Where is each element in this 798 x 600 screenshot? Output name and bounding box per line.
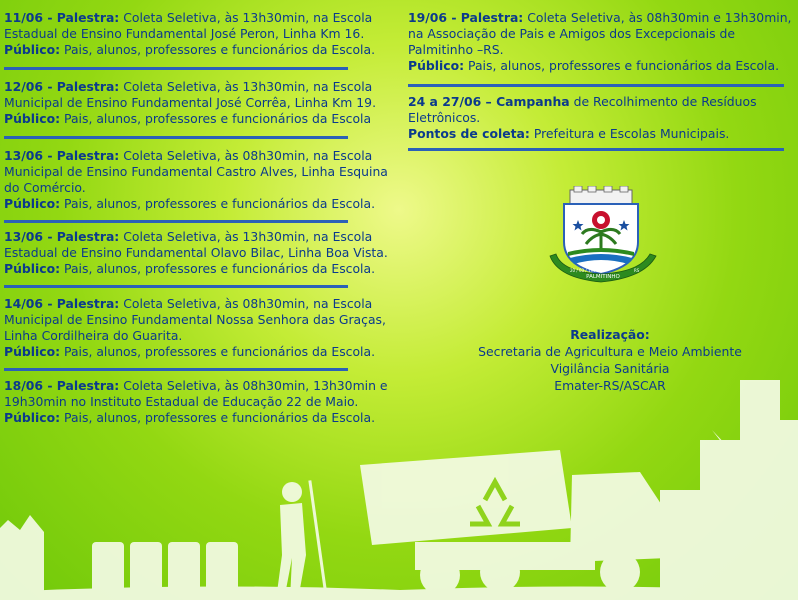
divider (4, 220, 348, 223)
credits-line: Emater-RS/ASCAR (554, 378, 666, 393)
credits-line: Secretaria de Agricultura e Meio Ambiente (478, 344, 742, 359)
svg-text:20 / 03 / 1964: 20 / 03 / 1964 (570, 268, 599, 273)
event-entry: 11/06 - Palestra: Coleta Seletiva, às 13h30min, na Escola Estadual de Ensino Fundamental José Peron, Linha Km 16. Público: Pais, alunos, professores e funcionários da Escola. (4, 10, 376, 57)
event-entry: 13/06 - Palestra: Coleta Seletiva, às 08h30min, na Escola Municipal de Ensino Fundamental Castro Alves, Linha Esquina do Comércio. Público: Pais, alunos, professores e funcionários da Escola. (4, 148, 388, 211)
event-entry: 19/06 - Palestra: Coleta Seletiva, às 08h30min e 13h30min, na Associação de Pais e Amigos dos Excepcionais de Palmitinho –RS. Público: Pais, alunos, professores e funcionários da Escola. (408, 10, 792, 73)
person-sweeping-icon (276, 480, 327, 600)
event-entry: 14/06 - Palestra: Coleta Seletiva, às 08h30min, na Escola Municipal de Ensino Fundamental Nossa Senhora das Graças, Linha Cordilheira do Guarita. Público: Pais, alunos, professores e funcionários da Escola. (4, 296, 386, 359)
divider (4, 136, 348, 139)
svg-text:PALMITINHO: PALMITINHO (586, 274, 620, 280)
credits-line: Vigilância Sanitária (550, 361, 670, 376)
divider (4, 285, 348, 288)
municipal-crest-icon (548, 186, 658, 286)
divider (408, 148, 784, 151)
credits-heading: Realização: (570, 327, 650, 342)
recycle-bin-icon (92, 542, 238, 594)
recycling-scene-illustration (0, 360, 798, 600)
event-entry: 24 a 27/06 – Campanha de Recolhimento de Resíduos Eletrônicos. Pontos de coleta: Prefeitura e Escolas Municipais. (408, 94, 757, 141)
event-entry: 18/06 - Palestra: Coleta Seletiva, às 08h30min, 13h30min e 19h30min no Instituto Estadual de Educação 22 de Maio. Público: Pais, alunos, professores e funcionários da Escola. (4, 378, 388, 425)
svg-text:RS: RS (634, 268, 640, 273)
divider (4, 67, 348, 70)
divider (408, 84, 784, 87)
event-entry: 12/06 - Palestra: Coleta Seletiva, às 13h30min, na Escola Municipal de Ensino Fundamental José Corrêa, Linha Km 19. Público: Pais, alunos, professores e funcionários da Escola (4, 79, 377, 126)
event-entry: 13/06 - Palestra: Coleta Seletiva, às 13h30min, na Escola Estadual de Ensino Fundamental Olavo Bilac, Linha Boa Vista. Público: Pais, alunos, professores e funcionários da Escola. (4, 229, 388, 276)
